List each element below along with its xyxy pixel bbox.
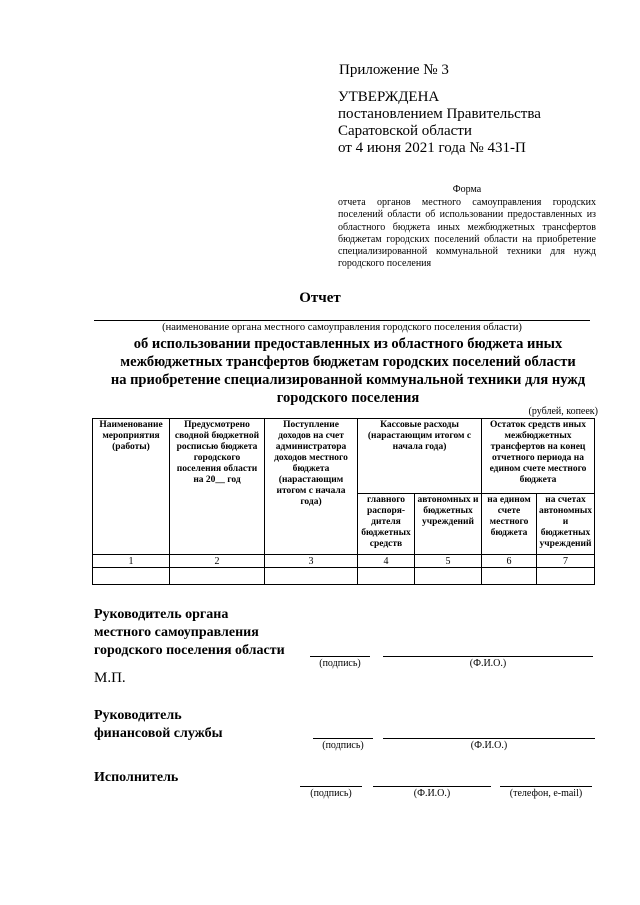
col-header-activity: Наименование мероприятия (работы) <box>93 419 170 555</box>
approved-line: от 4 июня 2021 года № 431-П <box>338 140 526 156</box>
col-header-cash-expenses: Кассовые расходы (нарастающим итогом с начала года) <box>358 419 482 494</box>
signature-finance-title <box>94 707 223 743</box>
col-header-balance: Остаток средств иных межбюджетных трансфертов на конец отчетного периода на едином счете местного бюджета <box>482 419 595 494</box>
column-number: 4 <box>358 555 415 568</box>
signature-head-line: местного самоуправления <box>94 625 259 640</box>
heading-line: городского поселения <box>276 390 420 406</box>
signature-head-line: Руководитель органа <box>94 607 229 622</box>
name-caption: (Ф.И.О.) <box>413 788 451 799</box>
column-number: 5 <box>415 555 482 568</box>
contact-line[interactable] <box>500 786 592 787</box>
signature-line[interactable] <box>313 738 373 739</box>
subheader-main-manager: главного распоря-дителя бюджетных средств <box>358 494 415 555</box>
table-cell[interactable] <box>415 568 482 585</box>
table-cell[interactable] <box>358 568 415 585</box>
org-name-line <box>94 320 590 321</box>
heading-line: на приобретение специализированной коммунальной техники для нужд <box>110 372 586 388</box>
approved-title: УТВЕРЖДЕНА <box>338 89 440 105</box>
org-name-caption: (наименование органа местного самоуправления городского поселения области) <box>162 322 522 333</box>
subheader-institutions: автономных и бюджетных учреждений <box>415 494 482 555</box>
form-description: отчета органов местного самоуправления городских поселений области об использовании предоставленных из областного бюджета иных межбюджетных трансфертов бюджетам городских поселений области на приобретение специализированной коммунальной техники для нужд городского поселения <box>338 197 596 270</box>
approved-line: постановлением Правительства <box>338 106 541 122</box>
executor-label: Исполнитель <box>94 770 179 785</box>
signature-head-line: городского поселения области <box>94 643 285 658</box>
column-number: 3 <box>265 555 358 568</box>
approved-line: Саратовской области <box>338 123 472 139</box>
name-line[interactable] <box>383 656 593 657</box>
table-empty-row <box>93 568 595 585</box>
signature-finance-line: Руководитель <box>94 708 182 723</box>
signature-finance-line: финансовой службы <box>94 726 223 741</box>
col-header-planned: Предусмотрено сводной бюджетной росписью бюджета городского поселения области на 20__ год <box>170 419 265 555</box>
table-cell[interactable] <box>93 568 170 585</box>
report-heading <box>78 335 618 407</box>
subheader-institution-accounts: на счетах автономных и бюджетных учреждений <box>537 494 595 555</box>
heading-line: об использовании предоставленных из областного бюджета иных <box>133 336 563 352</box>
table-cell[interactable] <box>482 568 537 585</box>
form-label: Форма <box>452 184 482 195</box>
appendix-number: Приложение № 3 <box>339 62 449 78</box>
subheader-single-account: на едином счете местного бюджета <box>482 494 537 555</box>
heading-line: межбюджетных трансфертов бюджетам городских поселений области <box>120 354 576 370</box>
name-caption: (Ф.И.О.) <box>469 658 507 669</box>
signature-caption: (подпись) <box>310 788 352 799</box>
signature-caption: (подпись) <box>319 658 361 669</box>
name-line[interactable] <box>383 738 595 739</box>
column-number: 6 <box>482 555 537 568</box>
column-number: 2 <box>170 555 265 568</box>
table-number-row <box>93 555 595 568</box>
name-caption: (Ф.И.О.) <box>470 740 508 751</box>
report-table <box>92 418 595 585</box>
table-cell[interactable] <box>537 568 595 585</box>
signature-line[interactable] <box>310 656 370 657</box>
report-title: Отчет <box>299 290 341 306</box>
contact-caption: (телефон, e-mail) <box>509 788 583 799</box>
column-number: 7 <box>537 555 595 568</box>
signature-head-title <box>94 606 285 660</box>
col-header-revenue: Поступление доходов на счет администратора доходов местного бюджета (нарастающим итогом с начала года) <box>265 419 358 555</box>
column-number: 1 <box>93 555 170 568</box>
table-cell[interactable] <box>170 568 265 585</box>
table-cell[interactable] <box>265 568 358 585</box>
stamp-place: М.П. <box>94 670 126 686</box>
signature-line[interactable] <box>300 786 362 787</box>
name-line[interactable] <box>373 786 491 787</box>
table-header-row <box>93 419 595 494</box>
signature-caption: (подпись) <box>322 740 364 751</box>
units-label: (рублей, копеек) <box>528 406 598 417</box>
